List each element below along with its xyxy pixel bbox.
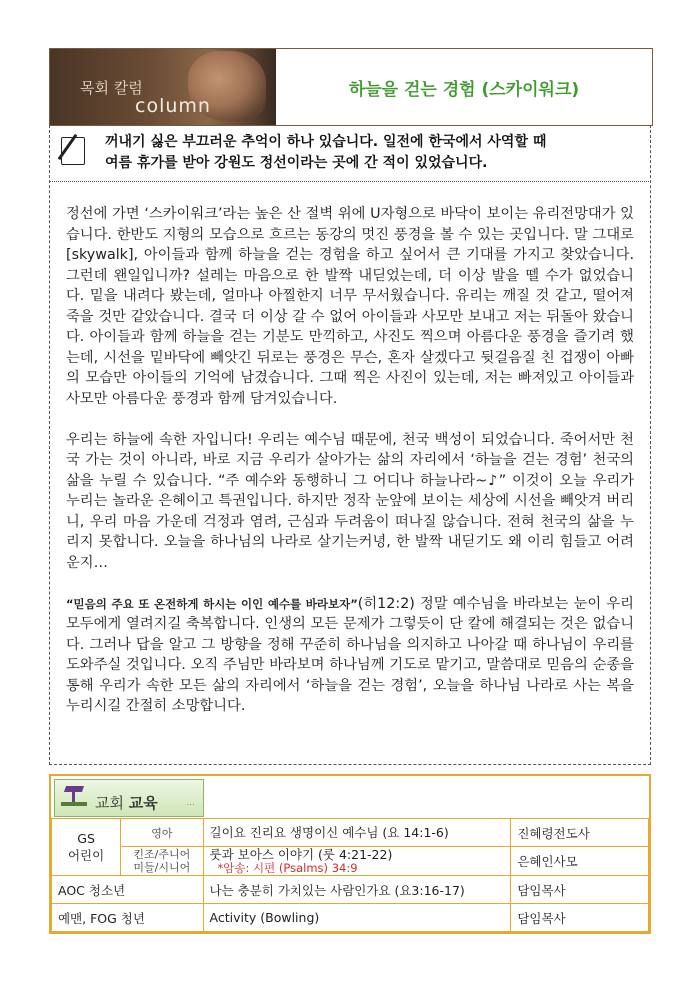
paragraph-1: 정선에 가면 ‘스카이워크’라는 높은 산 절벽 위에 U자형으로 바닥이 보이는 유리전망대가 있습니다. 한반도 지형의 모습으로 흐르는 동강의 멋진 풍경을 볼 수 있는 곳입니다. 말 그대로 [skywalk], 아이들과 함께 하늘을 걷는 경험을 하고 싶어서 큰 기대를 가지고 찾았습니다. 그런데 왠일입니까? 설레는 마음으로 한 발짝 내딛었는데, 더 이상 발을 뗄 수가 없었습니다. 밑을 내려다 봤는데, 얼마나 아찔한지 너무 무서웠습니다. 유리는 깨질 것 같고, 떨어져 죽을 것만 같았습니다. 결국 더 이상 갈 수 없어 아이들과 사모만 보내고 저는 뒤돌아 왔습니다. 아이들과 함께 하늘을 걷는 기분도 만끽하고, 사진도 찍으며 아름다운 풍경을 즐기려 했는데, 시선을 밑바닥에 빼앗긴 뒤로는 풍경은 무슨, 혼자 살겠다고 뒷걸음질 친 겁쟁이 아빠의 모습만 아이들의 기억에 남겼습니다. 그때 찍은 사진이 있는데, 저는 빠져있고 아이들과 사모만 아름다운 풍경과 함께 담겨있습니다.: [66, 206, 634, 407]
intro-section: [49, 125, 651, 182]
writing-icon: [61, 137, 85, 165]
education-section: [49, 774, 651, 934]
row-topic: 나는 충분히 가치있는 사람인가요 (요3:16-17): [203, 876, 511, 904]
education-title-prefix: 교회: [95, 794, 124, 812]
table-row: [52, 904, 649, 932]
table-row: [52, 847, 649, 876]
memory-verse-note: *암송: 시편 (Psalms) 34:9: [217, 861, 358, 875]
row-category: GS 어린이: [52, 819, 121, 876]
table-row: [52, 876, 649, 904]
intro-line-2: 여름 휴가를 받아 강원도 정선이라는 곳에 간 적이 있었습니다.: [105, 155, 488, 171]
banner-column-word: column: [135, 95, 211, 117]
education-title-dots: ...: [186, 798, 195, 808]
row-topic: [203, 819, 511, 847]
row-teacher: 진혜령전도사: [511, 819, 649, 847]
row-subgroup: 킨조/주니어 미들/시니어: [121, 847, 203, 876]
table-row: [52, 819, 649, 847]
intro-text: [105, 132, 546, 174]
paragraph-3: [66, 594, 634, 717]
row-topic-text: 룻과 보아스 이야기 (룻 4:21-22): [209, 847, 393, 862]
row-teacher: 은혜인사모: [511, 847, 649, 876]
graduation-icon: [61, 784, 87, 806]
row-category: 예맨, FOG 청년: [52, 904, 204, 932]
paragraph-2: 우리는 하늘에 속한 자입니다! 우리는 예수님 때문에, 천국 백성이 되었습니다. 죽어서만 천국 가는 것이 아니라, 바로 지금 우리가 살아가는 삶의 자리에서 ‘하늘을 걷는 경험’ 천국의 삶을 누릴 수 있습니다. “주 예수와 동행하니 그 어디나 하늘나라~♪” 이것이 오늘 우리가 누리는 놀라운 은혜이고 특권입니다. 하지만 정작 눈앞에 보이는 세상에 시선을 빼앗겨 버리니, 우리 마음 가운데 걱정과 염려, 근심과 두려움이 떠나질 않습니다. 전혀 천국의 삶을 누리지 못합니다. 오늘을 하나님의 나라로 살기는커녕, 한 발짝 내딛기도 왜 이리 힘들고 어려운지…: [66, 431, 634, 571]
education-title: [95, 792, 158, 813]
banner-label: 목회 칼럼: [80, 79, 143, 97]
row-subgroup: 영아: [121, 819, 203, 847]
row-topic: Activity (Bowling): [203, 904, 511, 932]
intro-line-1: 꺼내기 싫은 부끄러운 추억이 하나 있습니다. 일전에 한국에서 사역할 때: [105, 134, 547, 150]
column-text: [66, 204, 634, 737]
column-banner: [50, 49, 276, 125]
row-teacher: 담임목사: [511, 904, 649, 932]
education-schedule-table: [51, 818, 649, 932]
row-teacher: 담임목사: [511, 876, 649, 904]
education-title-badge: [54, 779, 204, 817]
row-category: AOC 청소년: [52, 876, 204, 904]
row-topic-text: 길이요 진리요 생명이신 예수님 (요 14:1-6): [209, 825, 449, 840]
column-header: [49, 48, 653, 126]
row-topic: [203, 847, 511, 876]
paragraph-3-text: (히12:2) 정말 예수님을 바라보는 눈이 우리 모두에게 열려지길 축복합니다. 인생의 모든 문제가 그렇듯이 단 칼에 해결되는 것은 없습니다. 그러나 답을 알고 그 방향을 정해 꾸준히 하나님을 의지하고 나아갈 때 하나님이 우리를 도와주실 것입니다. 오직 주님만 바라보며 하나님께 기도로 맡기고, 말씀대로 믿음의 순종을 통해 우리가 속한 모든 삶의 자리에서 ‘하늘을 걷는 경험’, 오늘을 하나님 나라로 사는 복을 누리시길 간절히 소망합니다.: [66, 595, 634, 714]
scripture-quote: “믿음의 주요 또 온전하게 하시는 이인 예수를 바라보자”: [66, 596, 358, 611]
column-title: 하늘을 걷는 경험 (스카이워크): [348, 79, 580, 100]
education-title-bold: 교육: [128, 794, 158, 812]
